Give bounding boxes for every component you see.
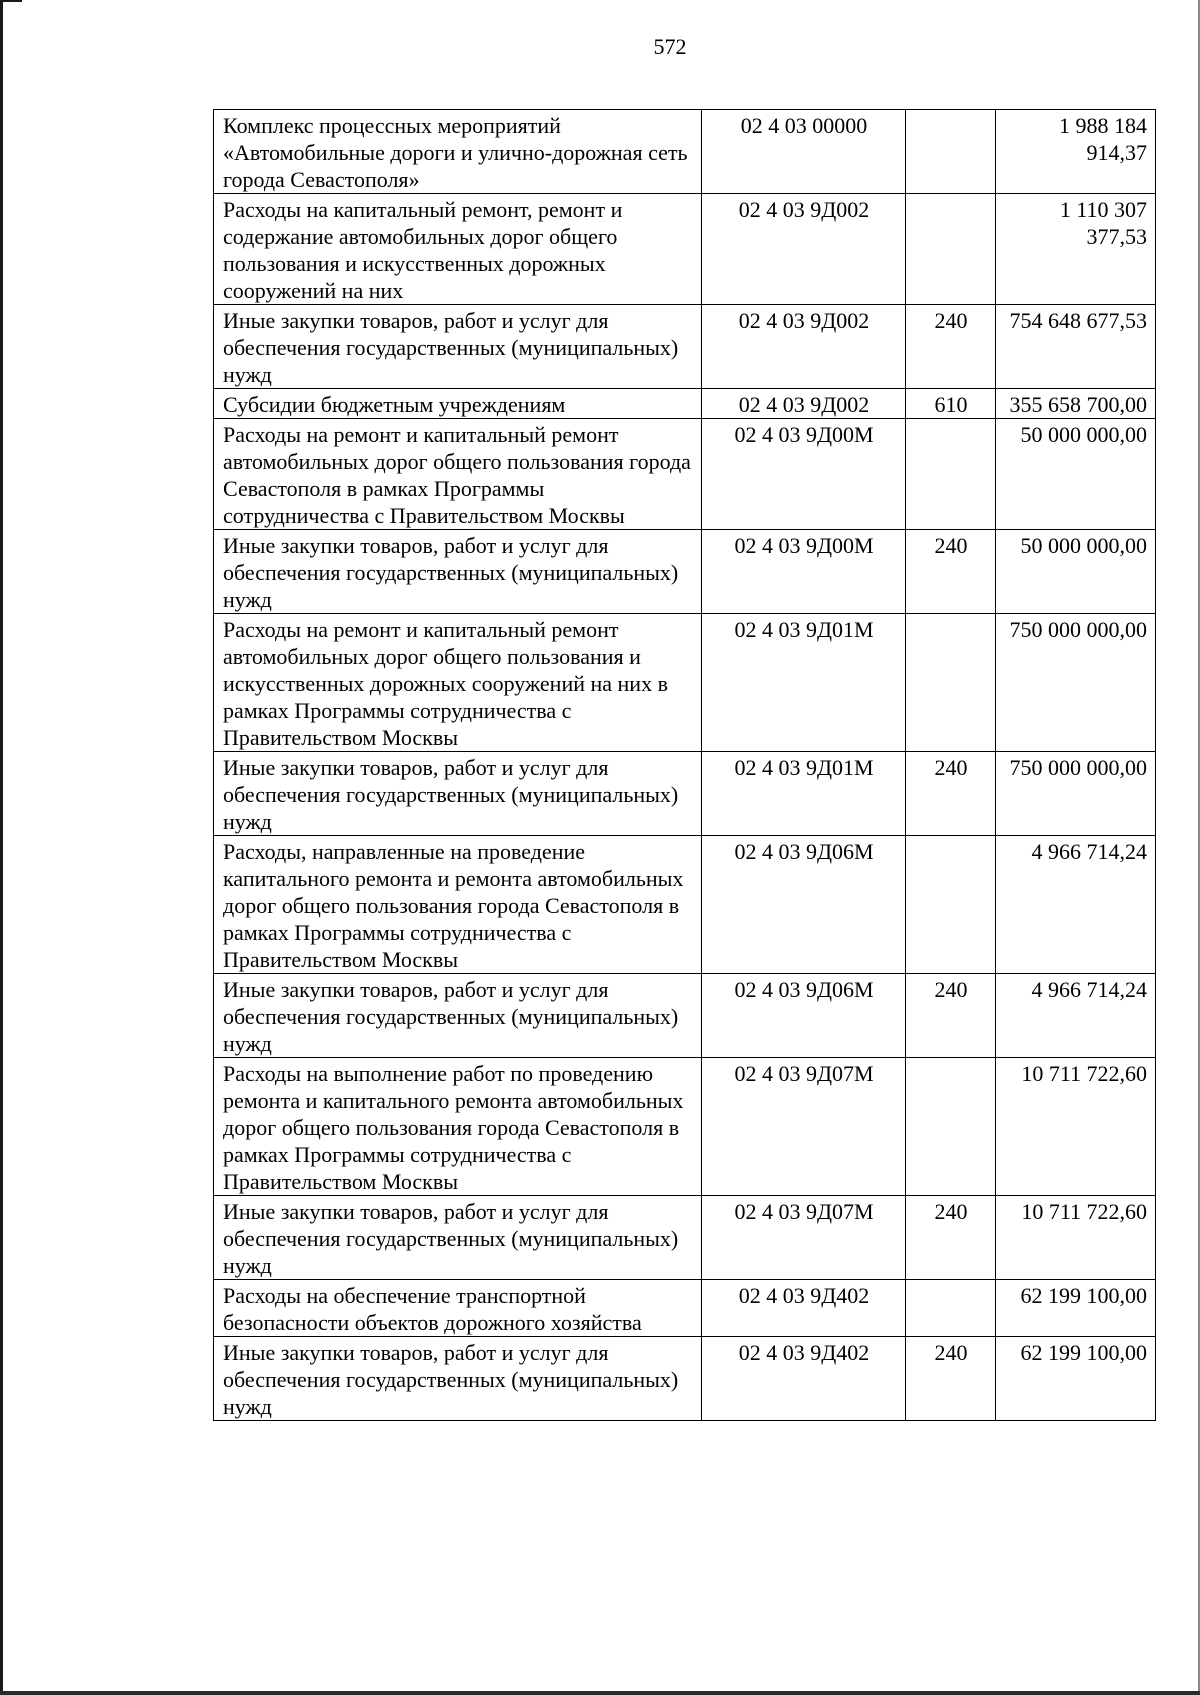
table-row xyxy=(214,530,1156,614)
row-amount: 62 199 100,00 xyxy=(996,1337,1156,1421)
row-description: Иные закупки товаров, работ и услуг для обеспечения государственных (муниципальных) нужд xyxy=(214,1337,702,1421)
table-row xyxy=(214,1337,1156,1421)
row-amount: 50 000 000,00 xyxy=(996,419,1156,530)
row-description: Иные закупки товаров, работ и услуг для обеспечения государственных (муниципальных) нужд xyxy=(214,1196,702,1280)
row-amount: 10 711 722,60 xyxy=(996,1196,1156,1280)
row-description: Субсидии бюджетным учреждениям xyxy=(214,389,702,419)
row-amount: 1 988 184 914,37 xyxy=(996,110,1156,194)
table-row xyxy=(214,110,1156,194)
row-expense-type-code xyxy=(906,836,996,974)
scan-border-left xyxy=(0,0,3,1695)
row-description: Комплекс процессных мероприятий «Автомобильные дороги и улично-дорожная сеть города Севастополя» xyxy=(214,110,702,194)
row-target-article-code: 02 4 03 9Д002 xyxy=(702,194,906,305)
row-target-article-code: 02 4 03 9Д00М xyxy=(702,530,906,614)
row-amount: 1 110 307 377,53 xyxy=(996,194,1156,305)
row-amount: 4 966 714,24 xyxy=(996,974,1156,1058)
row-expense-type-code: 240 xyxy=(906,752,996,836)
table-row xyxy=(214,1058,1156,1196)
row-target-article-code: 02 4 03 9Д06М xyxy=(702,836,906,974)
row-description: Расходы на ремонт и капитальный ремонт автомобильных дорог общего пользования и искусственных дорожных сооружений на них в рамках Программы сотрудничества с Правительством Москвы xyxy=(214,614,702,752)
row-target-article-code: 02 4 03 9Д002 xyxy=(702,305,906,389)
row-expense-type-code xyxy=(906,614,996,752)
table-row xyxy=(214,752,1156,836)
row-target-article-code: 02 4 03 9Д00М xyxy=(702,419,906,530)
row-target-article-code: 02 4 03 9Д06М xyxy=(702,974,906,1058)
row-description: Расходы на капитальный ремонт, ремонт и содержание автомобильных дорог общего пользования и искусственных дорожных сооружений на них xyxy=(214,194,702,305)
page-number: 572 xyxy=(653,34,687,59)
row-target-article-code: 02 4 03 9Д01М xyxy=(702,614,906,752)
scan-border-top xyxy=(0,0,22,2)
row-amount: 4 966 714,24 xyxy=(996,836,1156,974)
row-expense-type-code: 610 xyxy=(906,389,996,419)
table-body xyxy=(214,110,1156,1421)
row-description: Иные закупки товаров, работ и услуг для обеспечения государственных (муниципальных) нужд xyxy=(214,305,702,389)
row-target-article-code: 02 4 03 9Д01М xyxy=(702,752,906,836)
row-target-article-code: 02 4 03 9Д002 xyxy=(702,389,906,419)
row-description: Расходы на обеспечение транспортной безопасности объектов дорожного хозяйства xyxy=(214,1280,702,1337)
table-row xyxy=(214,194,1156,305)
table-row xyxy=(214,614,1156,752)
row-description: Иные закупки товаров, работ и услуг для обеспечения государственных (муниципальных) нужд xyxy=(214,530,702,614)
row-amount: 750 000 000,00 xyxy=(996,614,1156,752)
row-target-article-code: 02 4 03 9Д402 xyxy=(702,1337,906,1421)
row-description: Расходы на выполнение работ по проведению ремонта и капитального ремонта автомобильных дорог общего пользования города Севастополя в рамках Программы сотрудничества с Правительством Москвы xyxy=(214,1058,702,1196)
row-expense-type-code: 240 xyxy=(906,1196,996,1280)
scan-border-bottom xyxy=(0,1691,1200,1695)
row-target-article-code: 02 4 03 9Д07М xyxy=(702,1196,906,1280)
table-row xyxy=(214,419,1156,530)
table-row xyxy=(214,836,1156,974)
row-expense-type-code: 240 xyxy=(906,974,996,1058)
table-row xyxy=(214,1280,1156,1337)
table-row xyxy=(214,389,1156,419)
row-target-article-code: 02 4 03 9Д07М xyxy=(702,1058,906,1196)
row-description: Расходы, направленные на проведение капитального ремонта и ремонта автомобильных дорог общего пользования города Севастополя в рамках Программы сотрудничества с Правительством Москвы xyxy=(214,836,702,974)
table-row xyxy=(214,1196,1156,1280)
row-target-article-code: 02 4 03 9Д402 xyxy=(702,1280,906,1337)
row-amount: 750 000 000,00 xyxy=(996,752,1156,836)
row-expense-type-code xyxy=(906,419,996,530)
row-description: Иные закупки товаров, работ и услуг для обеспечения государственных (муниципальных) нужд xyxy=(214,752,702,836)
row-expense-type-code: 240 xyxy=(906,1337,996,1421)
row-expense-type-code xyxy=(906,194,996,305)
row-amount: 754 648 677,53 xyxy=(996,305,1156,389)
row-amount: 355 658 700,00 xyxy=(996,389,1156,419)
row-amount: 62 199 100,00 xyxy=(996,1280,1156,1337)
table-row xyxy=(214,305,1156,389)
row-description: Расходы на ремонт и капитальный ремонт автомобильных дорог общего пользования города Севастополя в рамках Программы сотрудничества с Правительством Москвы xyxy=(214,419,702,530)
row-description: Иные закупки товаров, работ и услуг для обеспечения государственных (муниципальных) нужд xyxy=(214,974,702,1058)
row-amount: 10 711 722,60 xyxy=(996,1058,1156,1196)
row-expense-type-code: 240 xyxy=(906,530,996,614)
row-expense-type-code xyxy=(906,110,996,194)
budget-table xyxy=(213,109,1156,1421)
table-row xyxy=(214,974,1156,1058)
row-expense-type-code xyxy=(906,1058,996,1196)
row-target-article-code: 02 4 03 00000 xyxy=(702,110,906,194)
row-amount: 50 000 000,00 xyxy=(996,530,1156,614)
row-expense-type-code xyxy=(906,1280,996,1337)
row-expense-type-code: 240 xyxy=(906,305,996,389)
